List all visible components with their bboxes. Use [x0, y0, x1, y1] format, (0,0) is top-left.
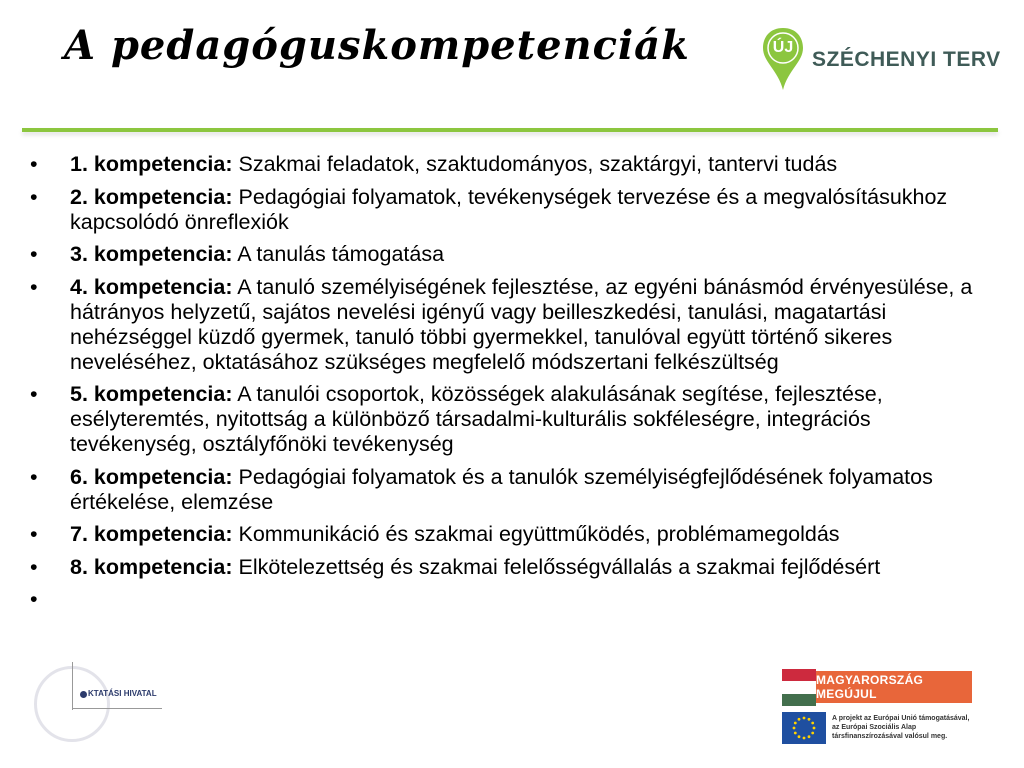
item-label: 4. kompetencia: [70, 274, 233, 299]
item-text: Pedagógiai folyamatok és a tanulók személyiségfejlődésének folyamatos értékelése, elemzése [70, 464, 933, 514]
list-item [30, 275, 1002, 375]
item-text: A tanuló személyiségének fejlesztése, az egyéni bánásmód érvényesülése, a hátrányos helyzetű, sajátos nevelési igényű vagy beilleszkedési, tanulási, magatartási nehézséggel küzdő gyermek, tanuló többi gyermekkel, tanulóval együtt történő sikeres neveléséhez, oktatásához szükséges megfelelő módszertani felkészültség [70, 274, 973, 374]
item-label: 3. kompetencia: [70, 242, 233, 266]
logo-dot-icon [80, 691, 87, 698]
bullet: • [30, 242, 38, 266]
item-label: 5. kompetencia: [70, 382, 233, 406]
oktatasi-hivatal-logo [72, 662, 172, 712]
item-text: Szakmai feladatok, szaktudományos, szaktárgyi, tantervi tudás [232, 152, 838, 176]
szechenyi-terv-logo [760, 26, 1001, 96]
list-item [30, 185, 1002, 235]
hungarian-flag-icon [782, 669, 816, 706]
logo-text: KTATÁSI HIVATAL [88, 689, 157, 698]
pin-text: ÚJ [772, 39, 794, 56]
green-divider [22, 128, 998, 132]
list-item [30, 465, 1002, 515]
bullet: • [30, 152, 38, 176]
item-text: A tanulás támogatása [232, 242, 445, 266]
bullet: • [30, 522, 38, 546]
slide-title: A pedagóguskompetenciák [64, 22, 690, 69]
bullet: • [30, 184, 38, 209]
eu-logo [782, 712, 982, 748]
item-label: 1. kompetencia: [70, 152, 233, 176]
bullet: • [30, 464, 38, 489]
item-label: 7. kompetencia: [70, 522, 233, 546]
competency-list [30, 152, 1002, 611]
eu-funding-text: A projekt az Európai Unió támogatásával, az Európai Szociális Alap társfinanszírozásával valósul meg. [832, 715, 970, 740]
item-text: Elkötelezettség és szakmai felelősségvállalás a szakmai fejlődésért [232, 554, 881, 579]
list-item [30, 152, 1002, 177]
list-item [30, 555, 1002, 580]
bullet: • [30, 554, 38, 579]
list-item [30, 382, 1002, 457]
item-text: Kommunikáció és szakmai együttműködés, problémamegoldás [232, 522, 840, 546]
item-label: 8. kompetencia: [70, 554, 233, 579]
map-pin-icon [760, 26, 806, 92]
bullet: • [30, 382, 38, 406]
mm-text: MAGYARORSZÁG MEGÚJUL [816, 671, 972, 703]
item-text: Pedagógiai folyamatok, tevékenységek tervezése és a megvalósításukhoz kapcsolódó önreflexiók [70, 184, 948, 234]
list-item [30, 522, 1002, 547]
eu-flag-icon [782, 712, 826, 744]
item-text: A tanulói csoportok, közösségek alakulásának segítése, fejlesztése, esélyteremtés, nyitottság a különböző társadalmi-kulturális sokféleségre, integrációs tevékenység, osztályfőnöki tevékenység [70, 382, 883, 456]
list-item [30, 242, 1002, 267]
item-label: 6. kompetencia: [70, 464, 233, 489]
logo-line [72, 662, 73, 710]
bullet: • [30, 274, 38, 299]
brand-name: SZÉCHENYI TERV [812, 48, 1001, 71]
item-label: 2. kompetencia: [70, 184, 233, 209]
logo-line [72, 708, 162, 709]
bullet: • [30, 587, 38, 611]
magyarorszag-megujul-logo [782, 669, 974, 706]
